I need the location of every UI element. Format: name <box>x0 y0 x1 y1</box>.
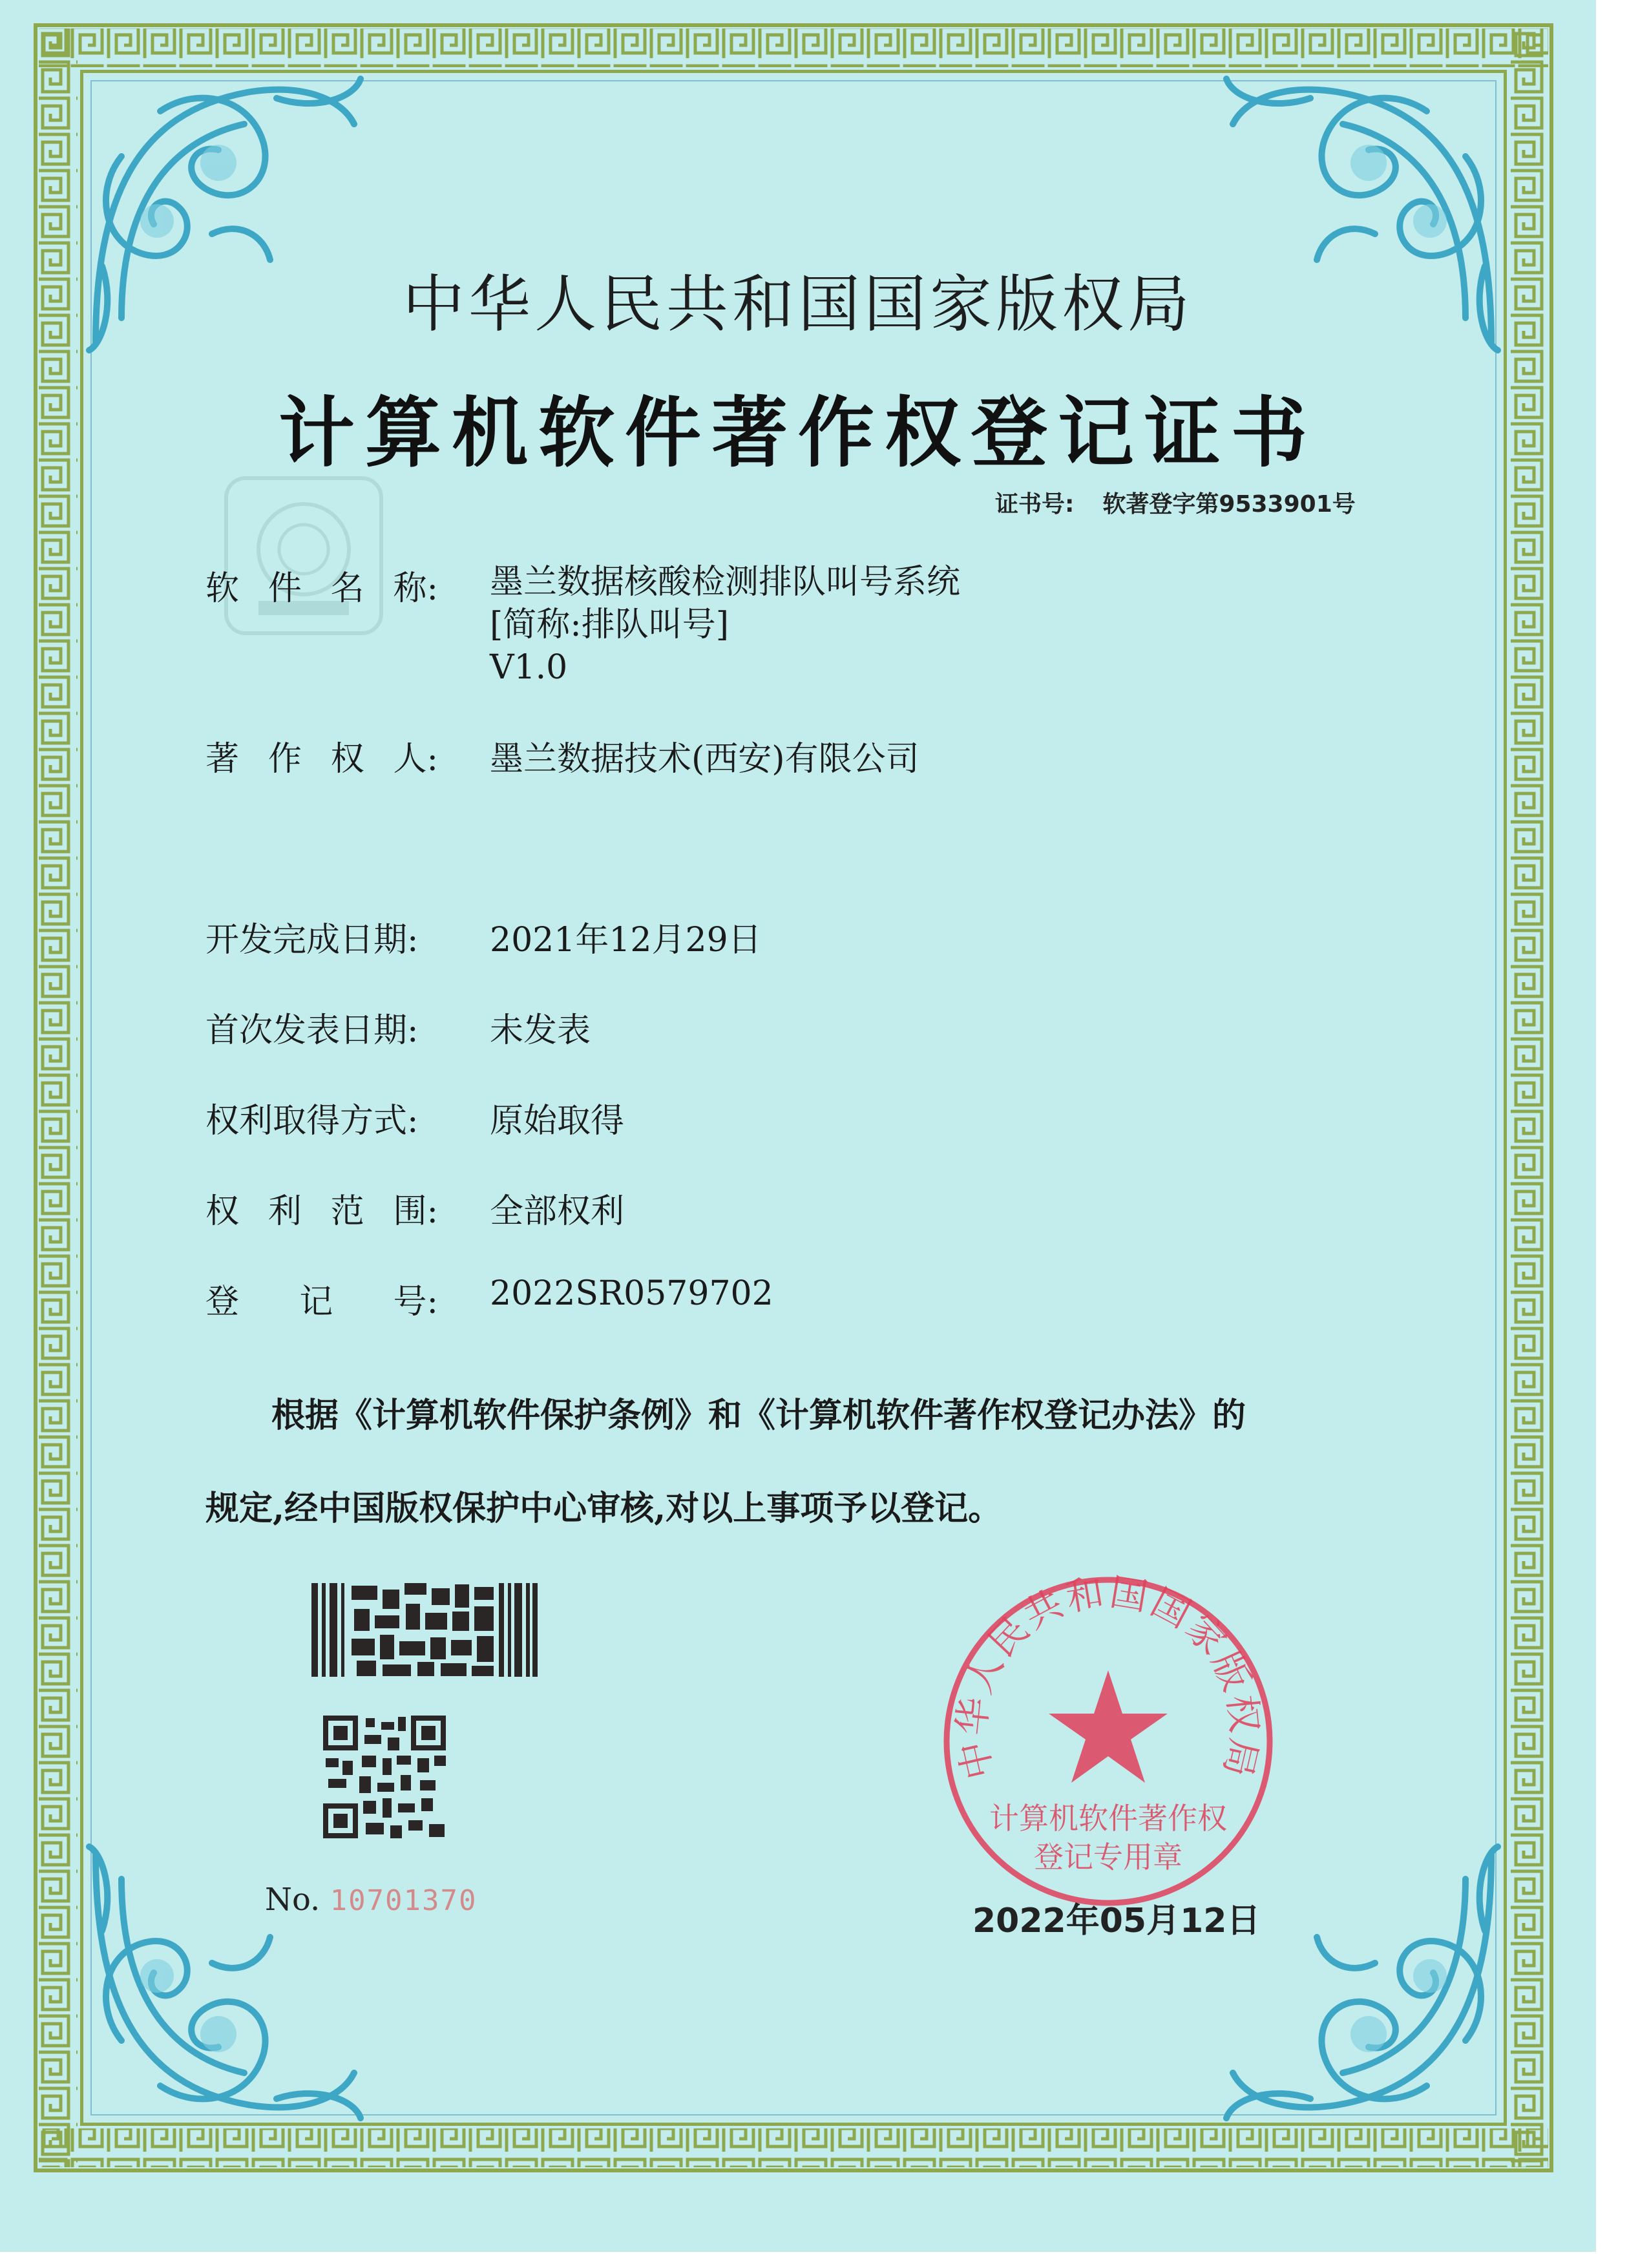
statement-line-2: 规定,经中国版权保护中心审核,对以上事项予以登记。 <box>205 1489 1002 1528</box>
seal-outer-text: 中华人民共和国国家版权局 <box>949 1570 1267 1784</box>
copyright-owner-label: 著 作 权 人: <box>205 740 438 779</box>
issue-date: 2022年05月12日 <box>972 1902 1261 1940</box>
official-seal-stamp <box>937 1570 1279 1913</box>
software-name-value: 墨兰数据核酸检测排队叫号系统 [简称:排队叫号] V1.0 <box>490 563 961 687</box>
security-watermark-icon <box>220 472 388 640</box>
scope-of-rights-value: 全部权利 <box>490 1192 625 1231</box>
serial-prefix: No. <box>265 1882 320 1918</box>
software-name-label: 软 件 名 称: <box>205 569 438 608</box>
completion-date-label: 开发完成日期: <box>205 921 419 960</box>
scope-of-rights-label: 权 利 范 围: <box>205 1192 438 1231</box>
certificate-number-value: 软著登字第9533901号 <box>1102 491 1356 518</box>
copyright-owner-value: 墨兰数据技术(西安)有限公司 <box>490 740 919 779</box>
registration-no-value: 2022SR0579702 <box>490 1274 773 1313</box>
seal-inner-line-1: 计算机软件著作权 <box>989 1801 1227 1836</box>
registration-no-label: 登 记 号: <box>205 1283 438 1321</box>
certificate-number <box>995 486 1356 519</box>
certificate-title: 计算机软件著作权登记证书 <box>278 388 1318 478</box>
acquisition-method-label: 权利取得方式: <box>205 1102 419 1140</box>
serial-value: 10701370 <box>330 1884 478 1917</box>
serial-number <box>265 1882 478 1918</box>
qr-code-icon <box>323 1716 446 1838</box>
first-publication-date-label: 首次发表日期: <box>205 1011 419 1050</box>
acquisition-method-value: 原始取得 <box>490 1102 625 1140</box>
certificate-number-label: 证书号: <box>995 491 1075 518</box>
barcode-icon <box>311 1583 538 1677</box>
seal-inner-line-2: 登记专用章 <box>1034 1840 1182 1874</box>
statement-line-1: 根据《计算机软件保护条例》和《计算机软件著作权登记办法》的 <box>271 1396 1246 1435</box>
issuer-title: 中华人民共和国国家版权局 <box>403 268 1193 341</box>
first-publication-date-value: 未发表 <box>490 1011 591 1050</box>
completion-date-value: 2021年12月29日 <box>490 921 762 960</box>
